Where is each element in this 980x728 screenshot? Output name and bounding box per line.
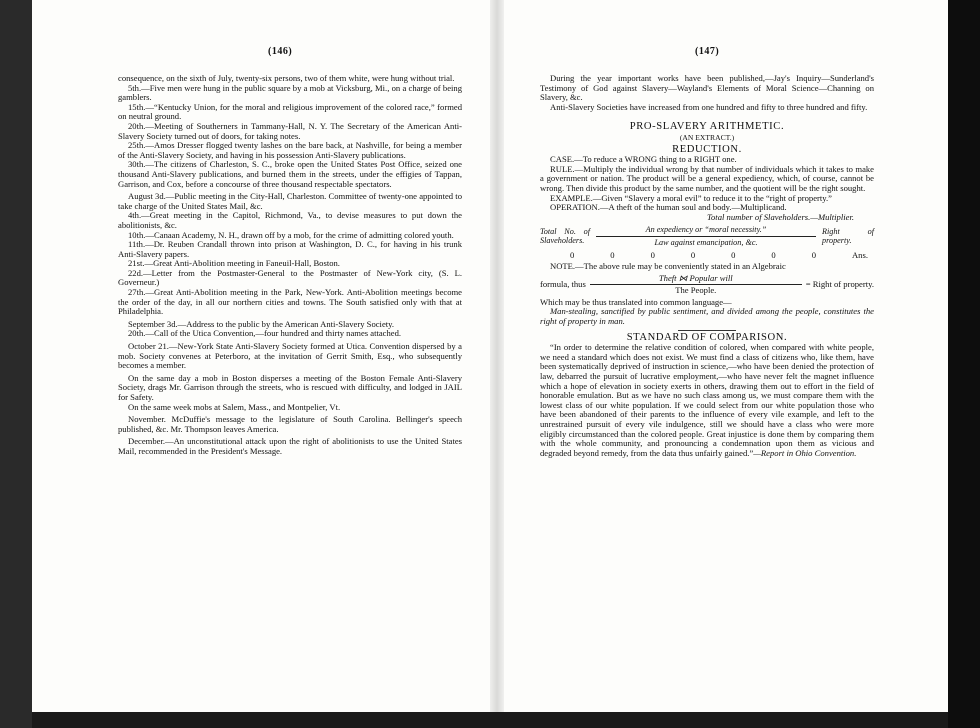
- scan-bottom-edge: [32, 712, 948, 728]
- note-paragraph: NOTE.—The above rule may be conveniently stated in an Algebraic: [550, 261, 786, 272]
- section-divider: [678, 330, 736, 331]
- section-title: PRO-SLAVERY ARITHMETIC.: [629, 121, 785, 133]
- paragraph: 5th.—Five men were hung in the public square by a mob at Vicksburg, Mi., on a charge of being gamblers.: [118, 82, 462, 103]
- paragraph: 21st.—Great Anti-Abolition meeting in Faneuil-Hall, Boston.: [128, 258, 340, 269]
- paragraph: November. McDuffie's message to the legislature of South Carolina. Bellinger's speech published, &c. Mr. Thompson leaves America.: [118, 414, 462, 434]
- formula-suffix: = Right of property.: [805, 278, 874, 289]
- fraction-numerator: An expediency or “moral necessity.”: [645, 225, 767, 235]
- zero-digit: 0: [811, 249, 816, 260]
- translated-italic: Man-stealing, sanctified by public sentiment, and divided among the people, constitutes the right of property in man.: [540, 306, 874, 327]
- fraction-bar: [596, 236, 816, 237]
- algebraic-formula: [540, 274, 874, 296]
- section-heading-standard: STANDARD OF COMPARISON.: [626, 331, 788, 343]
- book-gutter: [490, 0, 504, 728]
- zero-digit: 0: [570, 249, 575, 260]
- formula-prefix: formula, thus: [540, 278, 586, 289]
- rule-paragraph: RULE.—Multiply the individual wrong by that number of individuals which it takes to make a government or nation. The product will be a general expediency, which, of course, cannot be wrong. Then divide this product by the same number, and the quotient will be the right sought.: [540, 163, 874, 193]
- operation-line: OPERATION.—A theft of the human soul and body.—Multiplicand.: [550, 202, 787, 213]
- paragraph: 4th.—Great meeting in the Capitol, Richmond, Va., to devise measures to put down the abolitionists, &c.: [118, 210, 462, 230]
- standard-paragraph: [540, 343, 874, 458]
- zero-digit: 0: [690, 249, 696, 260]
- paragraph: December.—An unconstitutional attack upon the right of abolitionists to use the United States Mail, recommended in the President's Message.: [118, 436, 462, 456]
- paragraph: September 3d.—Address to the public by the American Anti-Slavery Society.: [128, 318, 395, 329]
- formula-denominator: The People.: [675, 285, 717, 296]
- left-page-number: (146): [268, 46, 293, 57]
- operation-subline: Total number of Slaveholders.—Multiplier.: [707, 211, 854, 222]
- answer-row: [540, 251, 874, 261]
- case-line: CASE.—To reduce a WRONG thing to a RIGHT one.: [550, 154, 737, 165]
- paragraph: On the same day a mob in Boston disperses a meeting of the Boston Female Anti-Slavery Society, drags Mr. Garrison through the streets, who is rescued with difficulty, and lodged in JAIL for Safety.: [118, 372, 462, 402]
- translated-line: Which may be thus translated into common language—: [540, 296, 732, 307]
- standard-citation: —Report in Ohio Convention.: [753, 447, 857, 458]
- formula-numerator: Theft ⋈ Popular will: [658, 272, 733, 283]
- fraction-denominator: Law against emancipation, &c.: [654, 237, 758, 247]
- paragraph: 25th.—Amos Dresser flogged twenty lashes on the bare back, at Nashville, for being a member of the Anti-Slavery Society, and having in his possession Anti-Slavery publications.: [118, 140, 462, 160]
- answer-label: Ans.: [851, 249, 868, 260]
- zero-digit: 0: [771, 249, 776, 260]
- paragraph: 22d.—Letter from the Postmaster-General to the Postmaster of New-York city, (S. L. Governeur.): [118, 267, 462, 288]
- example-paragraph: EXAMPLE.—Given “Slavery a moral evil” to reduce it to the “right of property.”: [550, 192, 832, 203]
- paragraph: During the year important works have been published,—Jay's Inquiry—Sunderland's Testimony of God against Slavery—Wayland's Elements of Moral Science—Channing on Slavery, &c.: [540, 73, 874, 103]
- paragraph: Anti-Slavery Societies have increased from one hundred and fifty to three hundred and fifty.: [550, 101, 868, 112]
- right-page-number: (147): [695, 46, 720, 57]
- paragraph: 11th.—Dr. Reuben Crandall thrown into prison at Washington, D. C., for having in his trunk Anti-Slavery papers.: [118, 239, 462, 259]
- paragraph: 30th.—The citizens of Charleston, S. C., broke open the United States Post Office, seized one thousand Anti-Slavery publications, and burned them in the streets, under the effigies of Tappan, Garrison, and Cox, before a concourse of three thousand respectable spectators.: [118, 159, 462, 189]
- paragraph: 15th.—“Kentucky Union, for the moral and religious improvement of the colored race,” formed on neutral ground.: [118, 101, 462, 122]
- scan-edge: [948, 0, 980, 728]
- paragraph: consequence, on the sixth of July, twenty-six persons, two of them white, were hung without trial.: [118, 73, 455, 83]
- fraction-expression: [540, 225, 874, 247]
- fraction-left-label: Total No. of Slaveholders.: [540, 227, 590, 246]
- zero-digit: 0: [610, 249, 615, 260]
- paragraph: October 21.—New-York State Anti-Slavery Society formed at Utica. Convention dispersed by a mob. Society convenes at Peterboro, at the invitation of Gerrit Smith, Esq., who subsequently becomes a member.: [118, 341, 462, 371]
- paragraph: 20th.—Meeting of Southerners in Tammany-Hall, N. Y. The Secretary of the American Anti-Slavery Society turned out of doors, for taking notes.: [118, 120, 462, 141]
- paragraph: On the same week mobs at Salem, Mass., and Montpelier, Vt.: [128, 401, 341, 412]
- section-subtitle: (AN EXTRACT.): [679, 132, 735, 142]
- fraction-right-label: Right of property.: [822, 227, 874, 246]
- zero-digit: 0: [731, 249, 736, 260]
- left-page: [118, 74, 462, 457]
- section-heading-reduction: REDUCTION.: [672, 143, 742, 155]
- paragraph: 20th.—Call of the Utica Convention,—four hundred and thirty names attached.: [128, 328, 402, 339]
- zero-digit: 0: [650, 249, 655, 260]
- standard-text: “In order to determine the relative condition of colored, when compared with white people, we need a standard which does not exist. We must find a class of citizens who, like them, have been systematically deprived of instruction in science,—who have been denied the protection of law, debarred the pursuit of lucrative employment,—who have never felt the magnet influence which a hope of elevation in society exerts in others, drawing them out to effort in the field of honorable emulation. But as we have no such class among us, we must compare them with the lowest class of our white population. If we could select from our white population those who have been abandoned of their parents to the influence of every vile example, and left to the unrestrained pursuit of every vile indulgence, still we should have a class who were more eligibly circumstanced than the colored people. Great injustice is done them by comparing them with the whole community, and pronouncing a condemnation upon them as vicious and degraded beyond remedy, from the data thus unfairly gained.”: [540, 342, 874, 458]
- right-page: [540, 74, 874, 458]
- paragraph: 10th.—Canaan Academy, N. H., drawn off by a mob, for the crime of admitting colored youth.: [128, 229, 454, 240]
- paragraph: August 3d.—Public meeting in the City-Hall, Charleston. Committee of twenty-one appointed to take charge of the United States Mail, &c.: [118, 191, 462, 211]
- paragraph: 27th.—Great Anti-Abolition meeting in the Park, New-York. Anti-Abolition meetings become the order of the day, in all our northern cities and towns. The South satisfied only with that at Philadelphia.: [118, 287, 462, 317]
